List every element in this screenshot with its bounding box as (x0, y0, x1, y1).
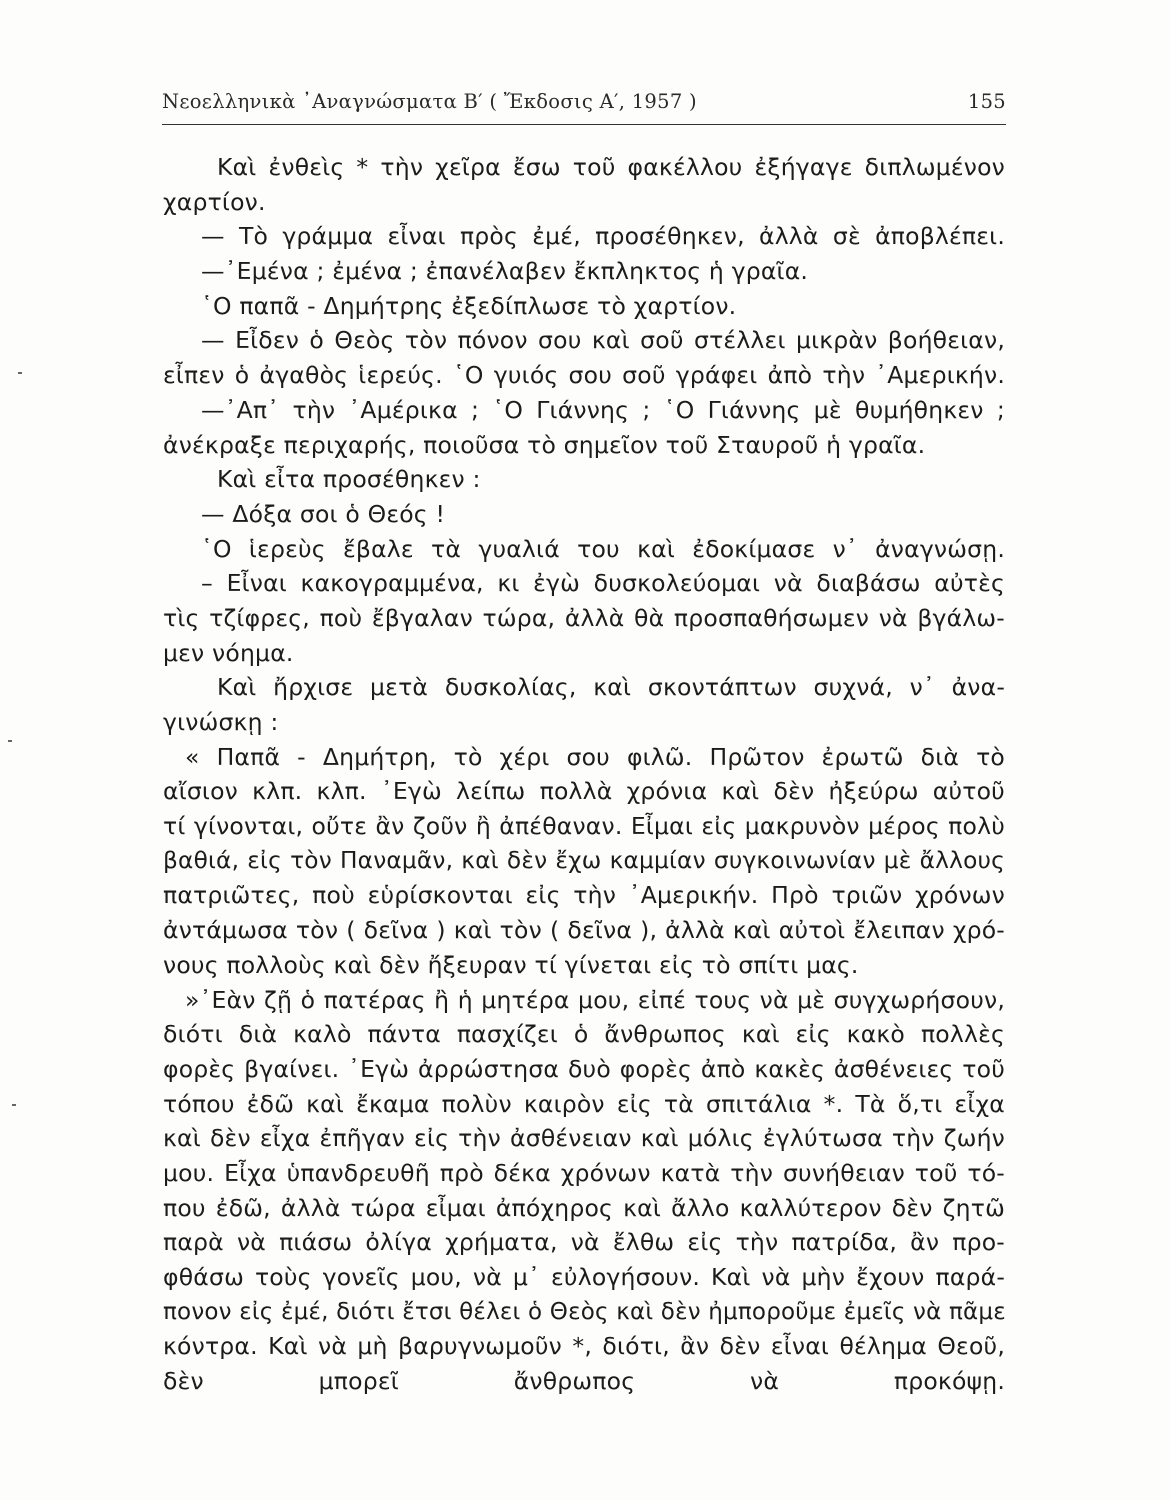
text-line: « Παπᾶ - Δημήτρη, τὸ χέρι σου φιλῶ. Πρῶτον ἐρωτῶ διὰ τὸ (185, 742, 1005, 771)
text-line: αἴσιον κλπ. κλπ. ᾿Εγὼ λείπω πολλὰ χρόνια καὶ δὲν ἠξεύρω αὐτοῦ (163, 777, 1005, 806)
text-line: πονον εἰς ἐμέ, διότι ἔτσι θέλει ὁ Θεὸς καὶ δὲν ἠμποροῦμε ἐμεῖς νὰ πᾶμε (163, 1298, 1006, 1325)
text-line: – Εἶναι κακογραμμένα, κι ἐγὼ δυσκολεύομαι νὰ διαβάσω αὐτὲς (201, 569, 1005, 598)
text-line: νους πολλοὺς καὶ δὲν ἤξευραν τί γίνεται εἰς τὸ σπίτι μας. (163, 950, 859, 979)
text-line: βαθιά, εἰς τὸν Παναμᾶν, καὶ δὲν ἔχω καμμίαν συγκοινωνίαν μὲ ἄλλους (163, 846, 1005, 874)
body-text (163, 150, 1005, 1433)
margin-speck (12, 1104, 16, 1106)
text-line: τί γίνονται, οὔτε ἂν ζοῦν ἢ ἀπέθαναν. Εἶμαι εἰς μακρυνὸν μέρος πολὺ (163, 812, 1005, 841)
text-line: —᾿Εμένα ; ἐμένα ; ἐπανέλαβεν ἔκπληκτος ἡ γραῖα. (201, 257, 809, 286)
page-number: 155 (967, 90, 1006, 113)
header-rule (162, 124, 1006, 125)
text-line: —᾿Απ᾿ τὴν ᾿Αμέρικα ; ῾Ο Γιάννης ; ῾Ο Γιάννης μὲ θυμήθηκεν ; (201, 395, 1005, 424)
text-line: παρὰ νὰ πιάσω ὀλίγα χρήματα, νὰ ἔλθω εἰς τὴν πατρίδα, ἂν προ- (163, 1228, 1005, 1257)
text-line: Καὶ εἶτα προσέθηκεν : (217, 465, 481, 494)
text-line: δὲν μπορεῖ ἄνθρωπος νὰ προκόψῃ. (163, 1367, 1005, 1396)
text-line: γινώσκῃ : (163, 708, 279, 736)
text-line: »᾿Εὰν ζῇ ὁ πατέρας ἢ ἡ μητέρα μου, εἰπέ τους νὰ μὲ συγχωρήσουν, (185, 985, 1005, 1014)
text-line: που ἐδῶ, ἀλλὰ τώρα εἶμαι ἀπόχηρος καὶ ἄλλο καλλύτερον δὲν ζητῶ (163, 1193, 1005, 1222)
text-line: ῾Ο ἱερεὺς ἔβαλε τὰ γυαλιά του καὶ ἐδοκίμασε ν᾿ ἀναγνώσῃ. (201, 534, 1005, 563)
text-line: καὶ δὲν εἶχα ἐπῆγαν εἰς τὴν ἀσθένειαν καὶ μόλις ἐγλύτωσα τὴν ζωήν (163, 1124, 1005, 1153)
text-line: μου. Εἶχα ὑπανδρευθῆ πρὸ δέκα χρόνων κατὰ τὴν συνήθειαν τοῦ τό- (163, 1158, 1005, 1187)
text-line: χαρτίον. (163, 187, 266, 216)
text-line: Καὶ ἤρχισε μετὰ δυσκολίας, καὶ σκοντάπτων συχνά, ν᾿ ἀνα- (217, 673, 1005, 702)
running-header (162, 84, 1006, 124)
margin-speck (18, 372, 22, 374)
text-line: — Δόξα σοι ὁ Θεός ! (201, 499, 446, 528)
text-line: μεν νόημα. (163, 638, 294, 667)
text-line: ἀνέκραξε περιχαρής, ποιοῦσα τὸ σημεῖον τοῦ Σταυροῦ ἡ γραῖα. (163, 430, 926, 459)
text-line: ἀντάμωσα τὸν ( δεῖνα ) καὶ τὸν ( δεῖνα ), ἀλλὰ καὶ αὐτοὶ ἔλειπαν χρό- (163, 916, 1005, 945)
text-line: κόντρα. Καὶ νὰ μὴ βαρυγνωμοῦν *, διότι, ἂν δὲν εἶναι θέλημα Θεοῦ, (163, 1332, 1005, 1361)
text-line: διότι διὰ καλὸ πάντα πασχίζει ὁ ἄνθρωπος καὶ εἰς κακὸ πολλὲς (163, 1020, 1005, 1049)
margin-speck (8, 740, 12, 742)
text-line: φορὲς βγαίνει. ᾿Εγὼ ἀρρώστησα δυὸ φορὲς ἀπὸ κακὲς ἀσθένειες τοῦ (163, 1054, 1005, 1083)
text-line: ῾Ο παπᾶ - Δημήτρης ἐξεδίπλωσε τὸ χαρτίον. (201, 291, 737, 320)
text-line: πατριῶτες, ποὺ εὑρίσκονται εἰς τὴν ᾿Αμερικήν. Πρὸ τριῶν χρόνων (163, 881, 1005, 910)
text-line: τὶς τζίφρες, ποὺ ἔβγαλαν τώρα, ἀλλὰ θὰ προσπαθήσωμεν νὰ βγάλω- (163, 603, 1005, 632)
text-line: Καὶ ἐνθεὶς * τὴν χεῖρα ἔσω τοῦ φακέλλου ἐξήγαγε διπλωμένον (217, 153, 1005, 181)
text-line: — Τὸ γράμμα εἶναι πρὸς ἐμέ, προσέθηκεν, ἀλλὰ σὲ ἀποβλέπει. (201, 222, 1005, 251)
running-head-title: Νεοελληνικὰ ᾿Αναγνώσματα Β′ ( Ἔκδοσις Α′, 1957 ) (162, 90, 697, 113)
text-line: εἶπεν ὁ ἀγαθὸς ἱερεύς. ῾Ο γυιός σου σοῦ γράφει ἀπὸ τὴν ᾿Αμερικήν. (163, 361, 1005, 390)
text-line: τόπου ἐδῶ καὶ ἔκαμα πολὺν καιρὸν εἰς τὰ σπιτάλια *. Τὰ ὅ,τι εἶχα (163, 1089, 1005, 1118)
text-line: — Εἶδεν ὁ Θεὸς τὸν πόνον σου καὶ σοῦ στέλλει μικρὰν βοήθειαν, (201, 326, 1005, 355)
text-line (163, 1399, 1005, 1434)
text-line: φθάσω τοὺς γονεῖς μου, νὰ μ᾿ εὐλογήσουν. Καὶ νὰ μὴν ἔχουν παρά- (163, 1263, 1005, 1291)
